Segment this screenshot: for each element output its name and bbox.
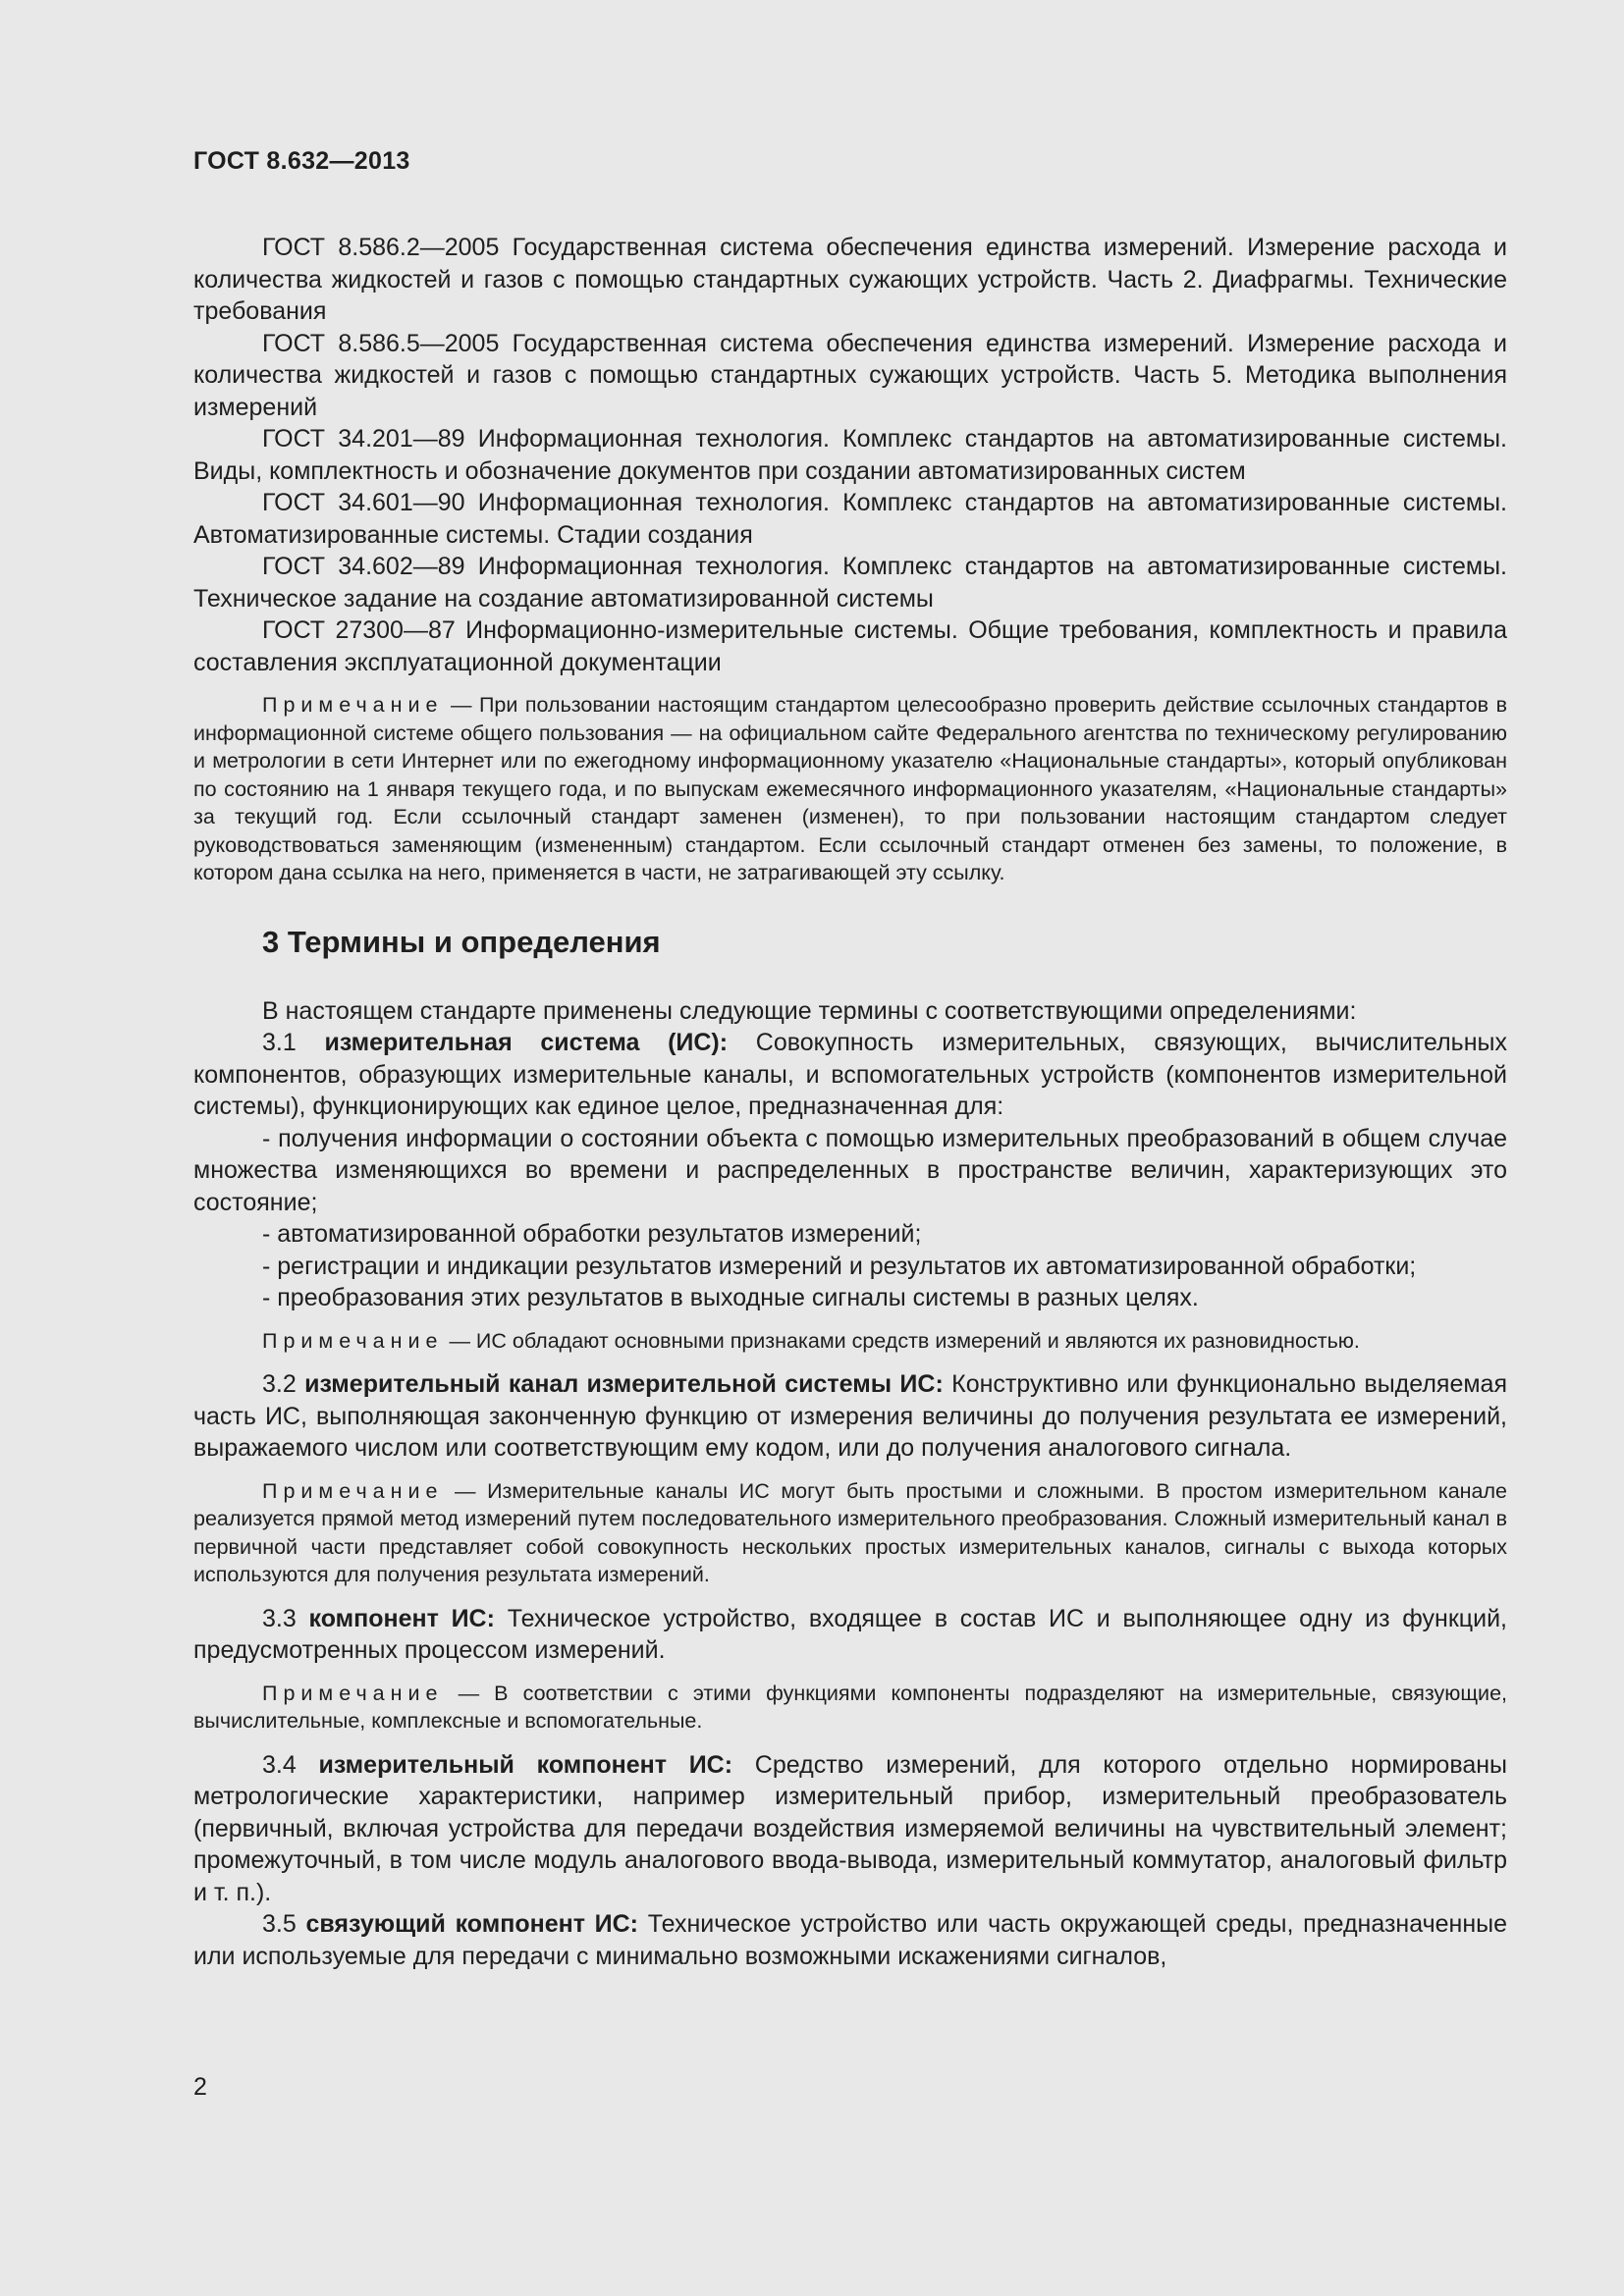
document-header: ГОСТ 8.632—2013 [193, 147, 410, 175]
reference-item: ГОСТ 34.201—89 Информационная технология. Комплекс стандартов на автоматизированные системы. Виды, комплектность и обозначение документов при создании автоматизированных систем [193, 425, 1507, 485]
page-number: 2 [193, 2073, 207, 2101]
term-definition: Техническое устройство, входящее в состав ИС и выполняющее одну из функций, предусмотренных процессом измерений. [193, 1604, 1507, 1664]
note-text: — При пользовании настоящим стандартом целесообразно проверить действие ссылочных стандартов в информационной системе общего пользования — на официальном сайте Федерального агентства по техническому регулированию и метрологии в сети Интернет или по ежегодному информационному указателю «Национальные стандарты», который опубликован по состоянию на 1 января текущего года, и по выпускам ежемесячного информационного указателям, «Национальные стандарты» за текущий год. Если ссылочный стандарт заменен (изменен), то при пользовании настоящим стандартом следует руководствоваться заменяющим (измененным) стандартом. Если ссылочный стандарт отменен без замены, то положение, в котором дана ссылка на него, применяется в части, не затрагивающей эту ссылку. [193, 693, 1507, 884]
term-name: измерительный канал измерительной системы ИС: [304, 1370, 944, 1398]
term-definition: Совокупность измерительных, связующих, вычислительных компонентов, образующих измерительные каналы, и вспомогательных устройств (компонентов измерительной системы), функционирующих как единое целое, предназначенная для: [193, 1029, 1507, 1120]
note-text: — В соответствии с этими функциями компоненты подразделяют на измерительные, связующие, вычислительные, комплексные и вспомогательные. [193, 1681, 1507, 1733]
note-label: Примечание [262, 693, 444, 717]
term-3-3-note [193, 1680, 1507, 1735]
term-name: измерительная система (ИС): [324, 1029, 729, 1056]
note-text: — ИС обладают основными признаками средств измерений и являются их разновидностью. [449, 1328, 1360, 1353]
note-label: Примечание [262, 1681, 444, 1705]
term-name: связующий компонент ИС: [305, 1910, 638, 1938]
list-item: - преобразования этих результатов в выходные сигналы системы в разных целях. [262, 1284, 1199, 1311]
term-definition: Конструктивно или функционально выделяемая часть ИС, выполняющая законченную функцию от измерения величины до получения результата ее измерений, выражаемого числом или соответствующим ему кодом, или до получения аналогового сигнала. [193, 1370, 1507, 1462]
term-3-2 [193, 1368, 1507, 1465]
section-intro: В настоящем стандарте применены следующие термины с соответствующими определениями: [262, 996, 1357, 1025]
section-title: 3 Термины и определения [262, 924, 661, 959]
reference-item: ГОСТ 34.601—90 Информационная технология. Комплекс стандартов на автоматизированные системы. Автоматизированные системы. Стадии создания [193, 489, 1507, 549]
term-number: 3.1 [262, 1029, 297, 1056]
references-note [193, 691, 1507, 887]
list-item: - получения информации о состоянии объекта с помощью измерительных преобразований в общем случае множества изменяющихся во времени и распределенных в пространстве величин, характеризующих это состояние; [193, 1124, 1507, 1216]
term-number: 3.2 [262, 1370, 297, 1398]
document-page [193, 147, 1507, 1972]
reference-item: ГОСТ 34.602—89 Информационная технология. Комплекс стандартов на автоматизированные системы. Техническое задание на создание автоматизированной системы [193, 553, 1507, 613]
list-item: - автоматизированной обработки результатов измерений; [262, 1220, 922, 1248]
list-item: - регистрации и индикации результатов измерений и результатов их автоматизированной обработки; [262, 1252, 1417, 1280]
references-list [193, 232, 1507, 678]
term-number: 3.3 [262, 1604, 297, 1632]
note-text: — Измерительные каналы ИС могут быть простыми и сложными. В простом измерительном канале реализуется прямой метод измерений путем последовательного измерительного преобразования. Сложный измерительный канал в первичной части представляет собой совокупность нескольких простых измерительных каналов, сигналы с выхода которых используются для получения результата измерений. [193, 1478, 1507, 1586]
term-3-1 [193, 1027, 1507, 1123]
reference-item: ГОСТ 8.586.2—2005 Государственная система обеспечения единства измерений. Измерение расхода и количества жидкостей и газов с помощью стандартных сужающих устройств. Часть 2. Диафрагмы. Технические требования [193, 234, 1507, 325]
note-label: Примечание [262, 1328, 444, 1353]
note-label: Примечание [262, 1478, 444, 1503]
term-3-5 [193, 1908, 1507, 1972]
term-3-1-note [193, 1327, 1507, 1356]
reference-item: ГОСТ 8.586.5—2005 Государственная система обеспечения единства измерений. Измерение расхода и количества жидкостей и газов с помощью стандартных сужающих устройств. Часть 5. Методика выполнения измерений [193, 329, 1507, 421]
term-3-2-note [193, 1477, 1507, 1589]
term-3-3 [193, 1603, 1507, 1667]
term-number: 3.4 [262, 1750, 297, 1779]
term-name: компонент ИС: [308, 1604, 495, 1632]
reference-item: ГОСТ 27300—87 Информационно-измерительные системы. Общие требования, комплектность и правила составления эксплуатационной документации [193, 616, 1507, 676]
term-name: измерительный компонент ИС: [318, 1750, 733, 1779]
term-number: 3.5 [262, 1910, 297, 1938]
term-3-4 [193, 1749, 1507, 1909]
term-definition: Средство измерений, для которого отдельно нормированы метрологические характеристики, например измерительный прибор, измерительный преобразователь (первичный, включая устройства для передачи воздействия измеряемой величины на чувствительный элемент; промежуточный, в том числе модуль аналогового ввода-вывода, измерительный коммутатор, аналоговый фильтр и т. п.). [193, 1750, 1508, 1906]
term-definition: Техническое устройство или часть окружающей среды, предназначенные или используемые для передачи с минимально возможными искажениями сигналов, [193, 1910, 1508, 1970]
